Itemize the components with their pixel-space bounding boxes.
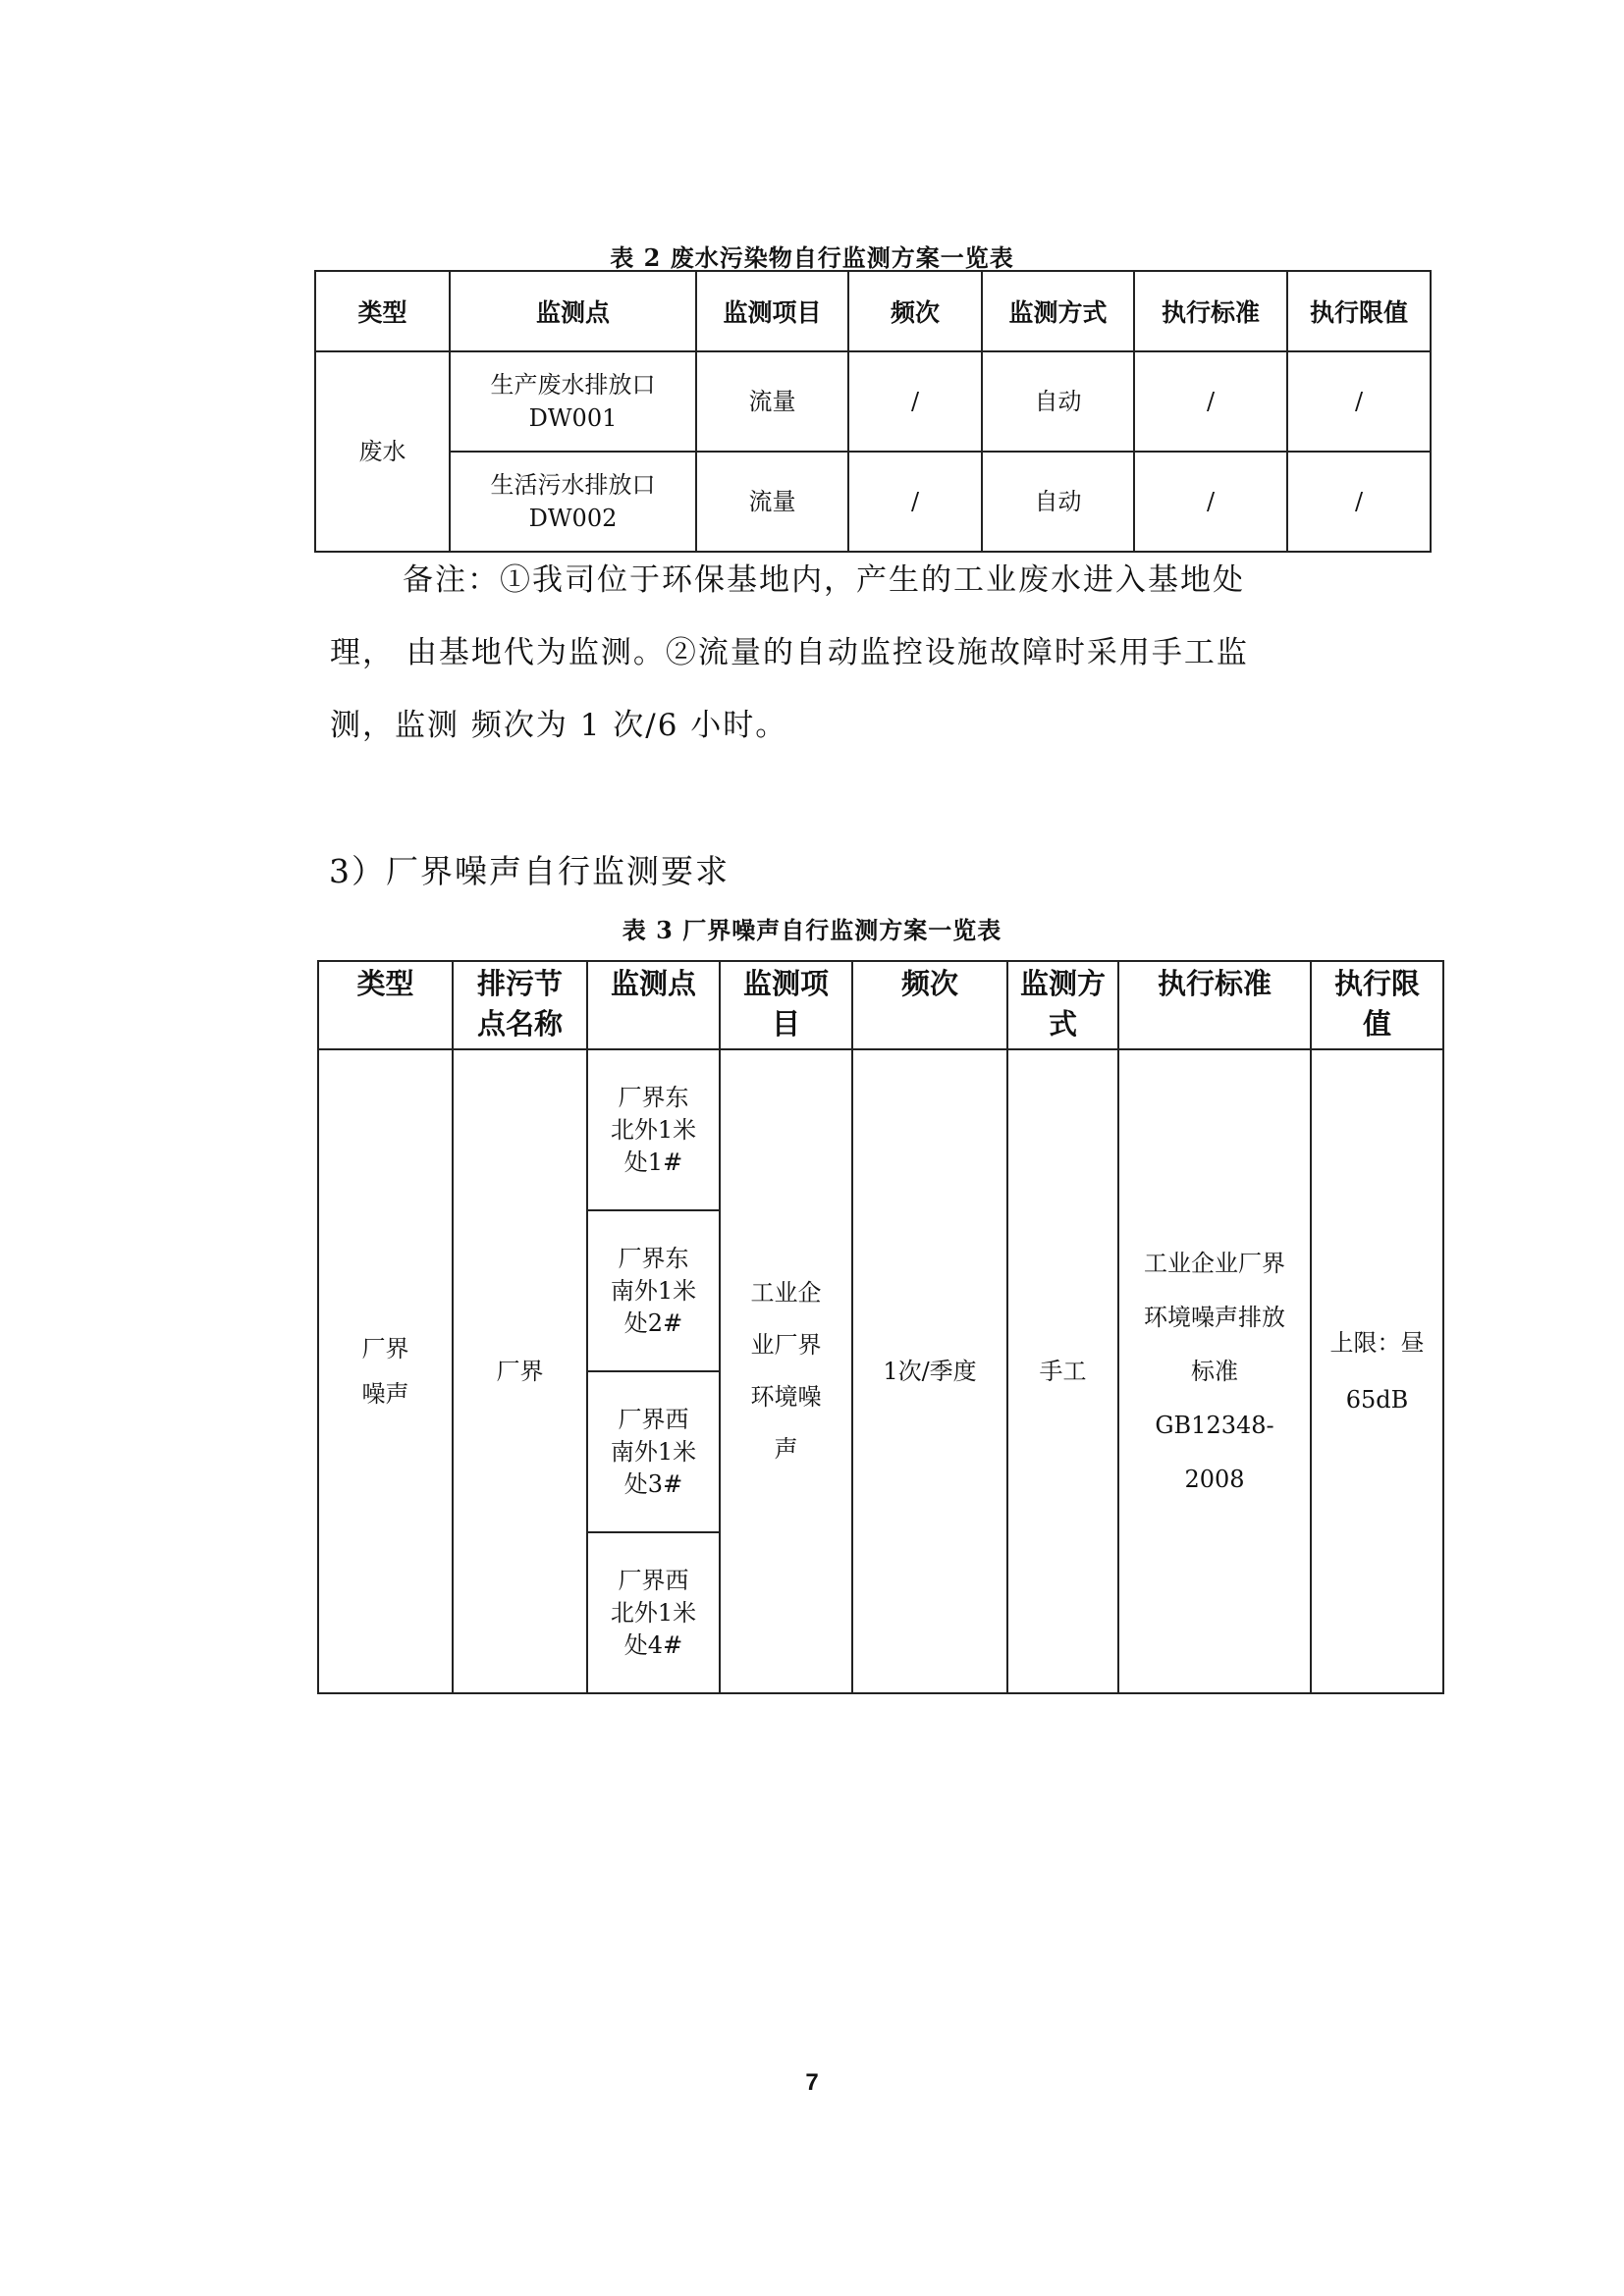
standard-cell — [1118, 1049, 1311, 1693]
table3-caption: 表 3 厂界噪声自行监测方案一览表 — [622, 916, 1002, 944]
standard-cell: / — [1134, 351, 1287, 452]
header-line: 执行标准 — [1157, 967, 1272, 1000]
header-cell: 类型 — [315, 271, 450, 351]
point-line: 处4# — [623, 1630, 683, 1659]
header-cell: 执行标准 — [1134, 271, 1287, 351]
header-cell — [1007, 961, 1118, 1049]
point-line: 南外1米 — [610, 1437, 697, 1466]
point-name: 生产废水排放口 — [490, 371, 656, 399]
standard-line: GB12348-2008 — [1155, 1411, 1274, 1493]
header-cell: 监测项目 — [696, 271, 848, 351]
point-line: 厂界西 — [618, 1566, 689, 1594]
point-line: 处1# — [623, 1148, 683, 1176]
header-line: 式 — [1048, 1007, 1077, 1041]
header-cell: 频次 — [848, 271, 982, 351]
table-header-row — [318, 961, 1443, 1049]
limit-line: 65dB — [1345, 1386, 1409, 1414]
table2-caption: 表 2 废水污染物自行监测方案一览表 — [610, 243, 1014, 272]
header-line: 监测方 — [1019, 967, 1106, 1000]
type-cell — [318, 1049, 453, 1693]
monitoring-point-cell — [450, 452, 696, 552]
monitoring-point-cell — [587, 1532, 720, 1693]
table-row — [315, 351, 1431, 452]
header-line: 点名称 — [476, 1007, 563, 1041]
point-code: DW001 — [528, 404, 618, 432]
header-line: 目 — [771, 1007, 800, 1041]
item-line: 业厂界 — [750, 1331, 822, 1359]
header-cell — [720, 961, 852, 1049]
type-line: 噪声 — [361, 1380, 409, 1408]
note-line-2: 理， 由基地代为监测。②流量的自动监控设施故障时采用手工监 — [330, 635, 1249, 670]
section-heading: 3）厂界噪声自行监测要求 — [329, 852, 730, 890]
header-line: 类型 — [356, 967, 414, 1000]
item-line: 声 — [774, 1435, 798, 1463]
item-line: 工业企 — [750, 1279, 822, 1307]
point-code: DW002 — [528, 505, 618, 532]
frequency-cell: 1次/季度 — [852, 1049, 1007, 1693]
standard-cell: / — [1134, 452, 1287, 552]
header-cell — [1311, 961, 1443, 1049]
standard-line: 标准 — [1191, 1357, 1238, 1385]
wastewater-monitoring-table — [314, 270, 1432, 553]
header-cell: 监测点 — [450, 271, 696, 351]
note-line-1: 备注：①我司位于环保基地内，产生的工业废水进入基地处 — [403, 562, 1245, 598]
monitoring-point-cell — [587, 1049, 720, 1210]
item-cell: 流量 — [696, 452, 848, 552]
header-line: 执行限 — [1333, 967, 1420, 1000]
table-row — [318, 1049, 1443, 1210]
frequency-cell: / — [848, 452, 982, 552]
point-line: 厂界东 — [618, 1083, 689, 1111]
header-line: 监测点 — [610, 967, 696, 1000]
noise-monitoring-table — [317, 960, 1444, 1694]
point-line: 厂界西 — [618, 1405, 689, 1433]
header-cell — [587, 961, 720, 1049]
header-line: 监测项 — [742, 967, 829, 1000]
limit-cell — [1311, 1049, 1443, 1693]
frequency-cell: / — [848, 351, 982, 452]
point-name: 生活污水排放口 — [490, 471, 656, 499]
method-cell: 自动 — [982, 351, 1134, 452]
type-line: 厂界 — [361, 1335, 409, 1362]
page-number: 7 — [805, 2069, 819, 2096]
monitoring-point-cell — [587, 1371, 720, 1532]
header-line: 排污节 — [476, 967, 563, 1000]
point-line: 北外1米 — [610, 1115, 697, 1144]
method-cell: 自动 — [982, 452, 1134, 552]
point-line: 北外1米 — [610, 1598, 697, 1627]
limit-line: 上限：昼 — [1329, 1329, 1425, 1357]
table-row — [315, 452, 1431, 552]
monitoring-point-cell — [587, 1210, 720, 1371]
header-cell — [852, 961, 1007, 1049]
header-line: 频次 — [900, 967, 958, 1000]
method-cell: 手工 — [1007, 1049, 1118, 1693]
point-line: 处3# — [623, 1469, 683, 1498]
node-cell: 厂界 — [453, 1049, 587, 1693]
header-cell — [453, 961, 587, 1049]
header-cell: 执行限值 — [1287, 271, 1431, 351]
limit-cell: / — [1287, 452, 1431, 552]
monitoring-point-cell — [450, 351, 696, 452]
header-line: 值 — [1362, 1007, 1391, 1041]
item-line: 环境噪 — [750, 1383, 822, 1411]
point-line: 厂界东 — [618, 1244, 689, 1272]
point-line: 处2# — [623, 1308, 683, 1337]
header-cell: 监测方式 — [982, 271, 1134, 351]
point-line: 南外1米 — [610, 1276, 697, 1305]
table-header-row — [315, 271, 1431, 351]
header-cell — [1118, 961, 1311, 1049]
item-cell — [720, 1049, 852, 1693]
standard-line: 环境噪声排放 — [1144, 1303, 1285, 1331]
limit-cell: / — [1287, 351, 1431, 452]
header-cell — [318, 961, 453, 1049]
standard-line: 工业企业厂界 — [1144, 1249, 1285, 1277]
item-cell: 流量 — [696, 351, 848, 452]
type-cell: 废水 — [315, 351, 450, 552]
note-line-3: 测，监测 频次为 1 次/6 小时。 — [330, 708, 788, 743]
